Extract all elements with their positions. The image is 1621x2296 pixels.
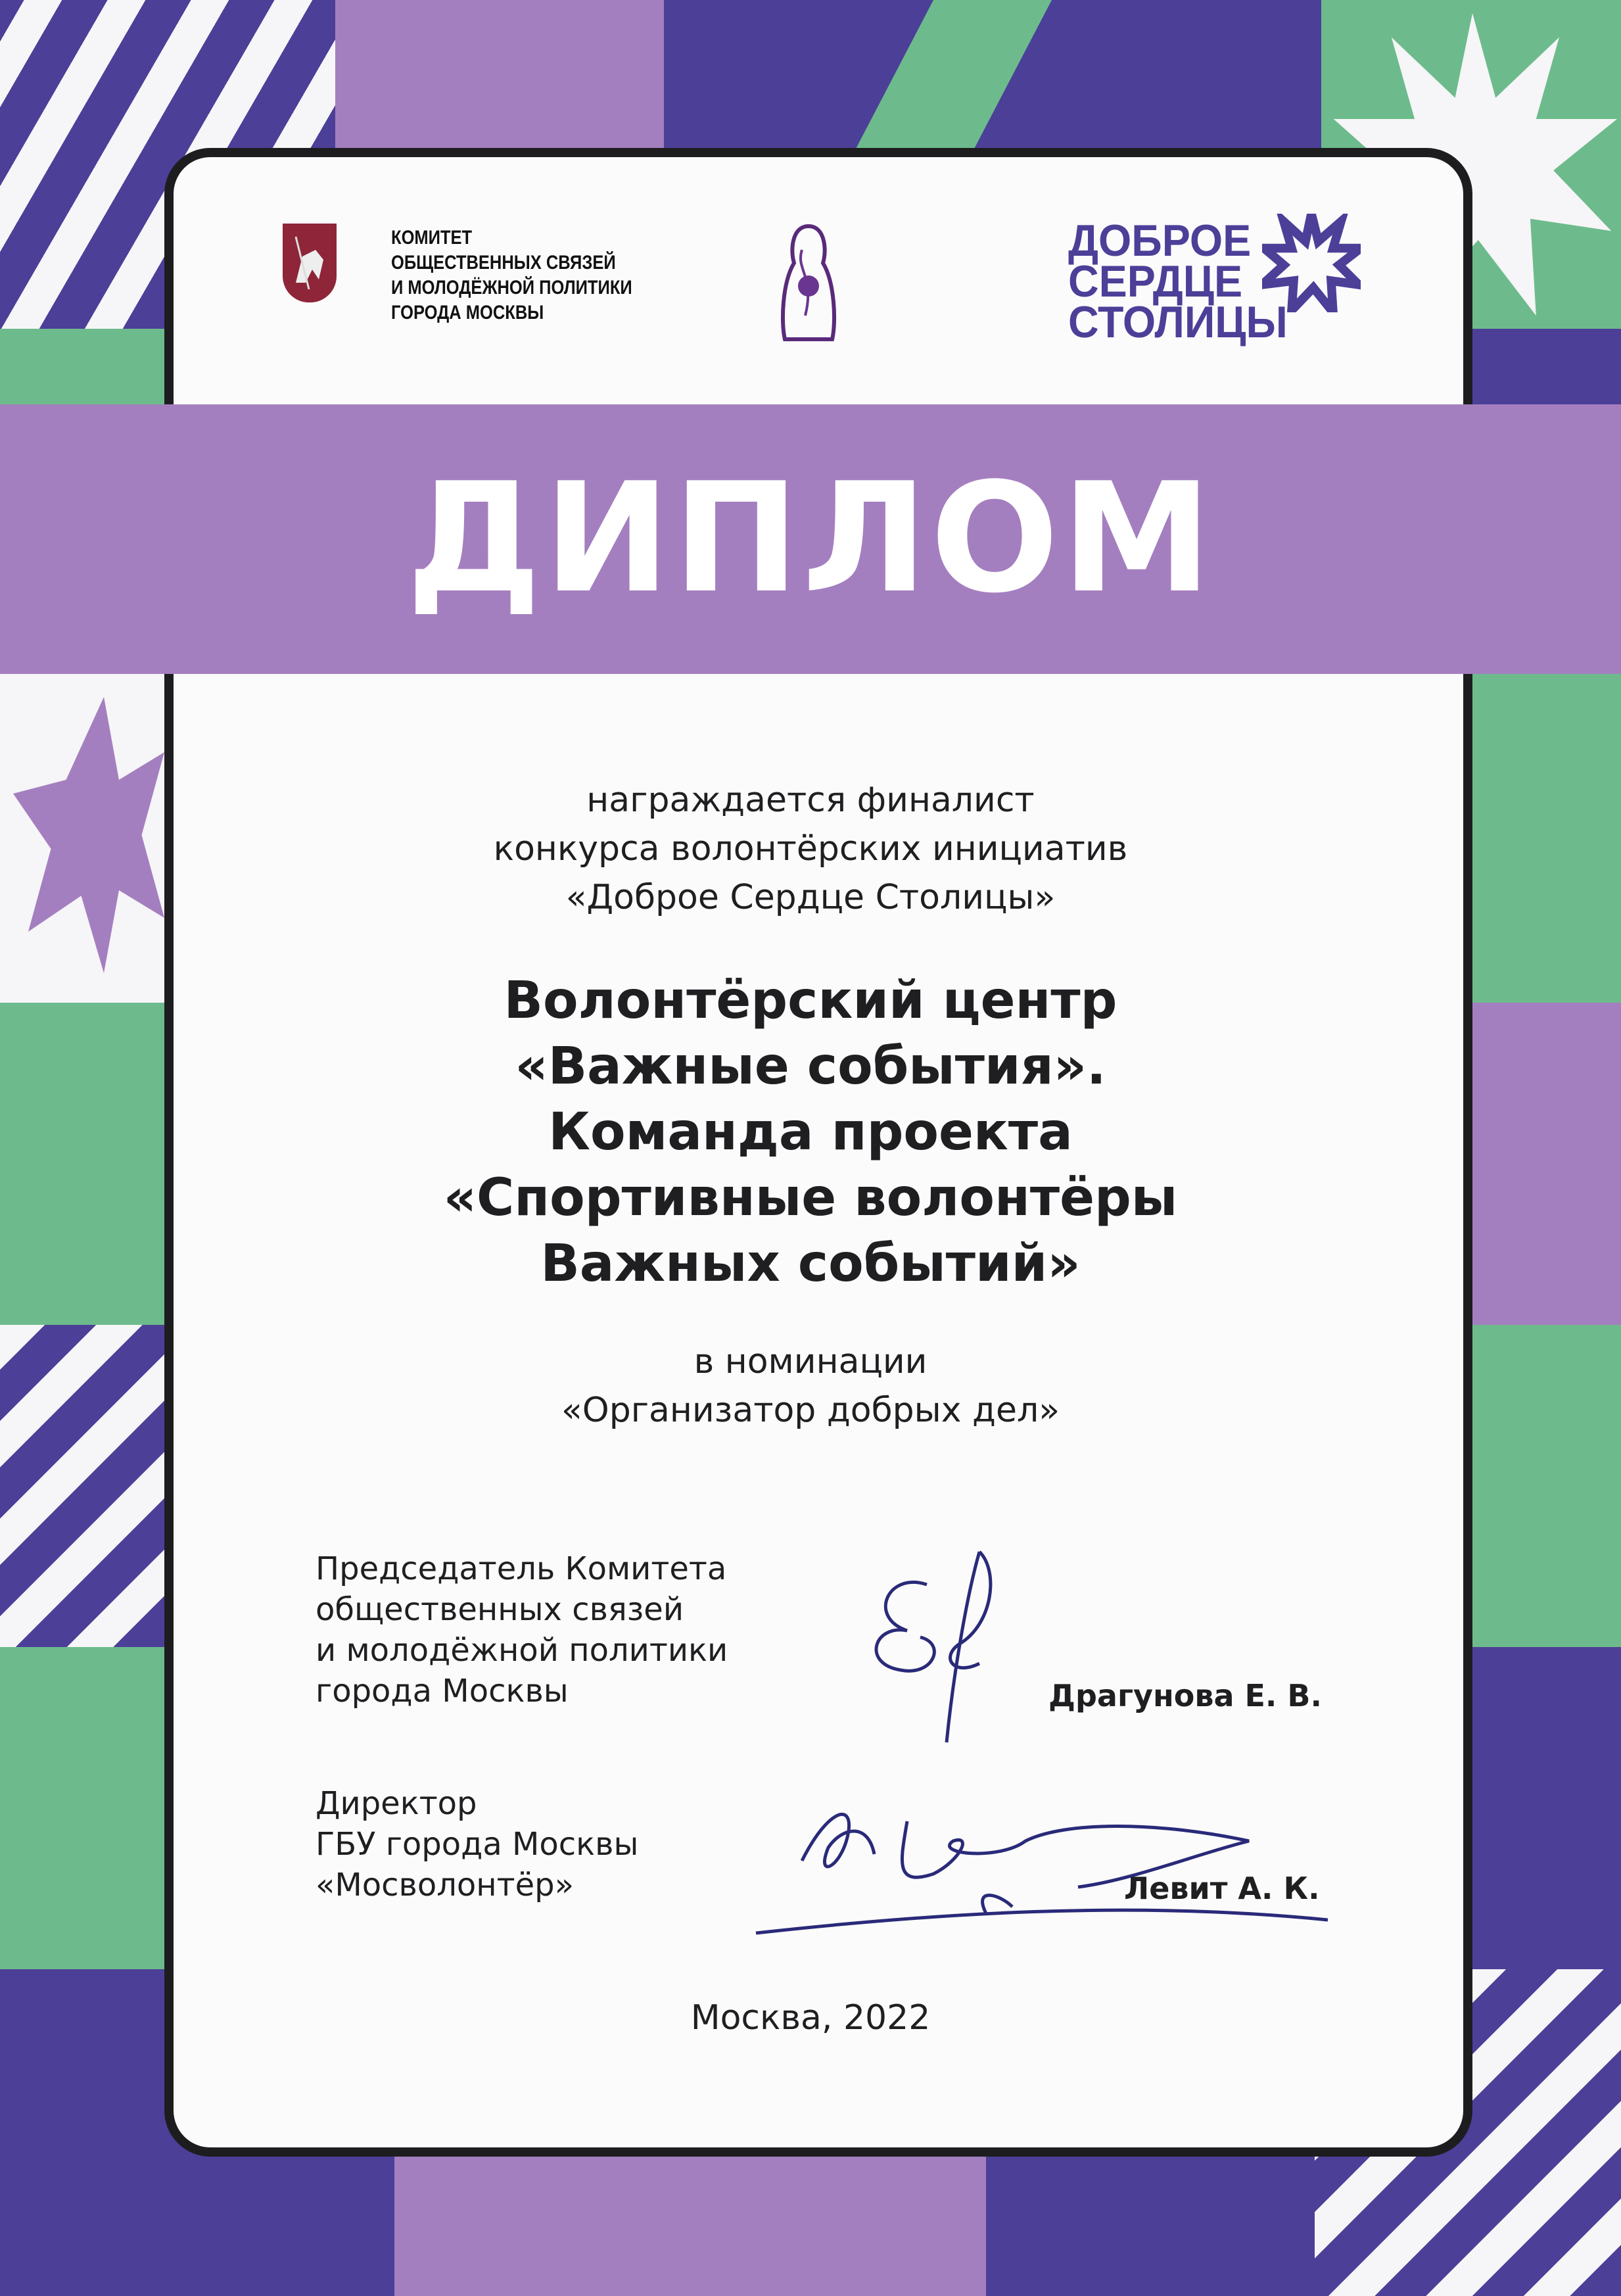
bg-block [394, 2157, 986, 2296]
brand-logo-text [1068, 216, 1288, 347]
logo-line: СЕРДЦЕ [1068, 256, 1243, 306]
intro-line: конкурса волонтёрских инициатив [493, 829, 1128, 869]
awardee-line: «Важные события». [515, 1037, 1106, 1096]
awardee-line: Важных событий» [540, 1234, 1081, 1293]
position-line: Директор [316, 1785, 477, 1822]
intro-line: «Доброе Сердце Столицы» [565, 878, 1056, 917]
bg-block [0, 329, 164, 404]
nomination-line: в номинации [693, 1342, 928, 1381]
awardee-line: «Спортивные волонтёры [443, 1168, 1178, 1228]
bg-block [0, 1647, 164, 1969]
nomination-line: «Организатор добрых дел» [561, 1391, 1060, 1430]
awardee-line: Команда проекта [548, 1103, 1073, 1162]
signature-1 [848, 1545, 1025, 1758]
nomination-text [0, 1337, 1621, 1435]
logo-line: ГОРОДА МОСКВЫ [391, 302, 544, 323]
intro-line: награждается финалист [586, 780, 1035, 820]
signatory-2-name: Левит А. К. [1124, 1871, 1320, 1906]
moscow-coat-of-arms-icon [283, 224, 337, 302]
logo-line: И МОЛОДЁЖНОЙ ПОЛИТИКИ [391, 277, 632, 299]
signature-2 [736, 1782, 1341, 1955]
position-line: и молодёжной политики [316, 1632, 728, 1669]
matryoshka-logo-icon [776, 224, 841, 345]
bg-block [1472, 329, 1621, 404]
position-line: Председатель Комитета [316, 1550, 727, 1587]
position-line: «Мосволонтёр» [316, 1867, 574, 1903]
logo-line: ДОБРОЕ [1068, 216, 1252, 266]
position-line: города Москвы [316, 1673, 569, 1710]
brand-star-icon [1262, 214, 1361, 315]
signatory-1-position [316, 1548, 728, 1711]
diploma-title: ДИПЛОМ [406, 451, 1215, 627]
bg-block [1472, 1647, 1621, 1969]
footer-place-year: Москва, 2022 [690, 1998, 931, 2038]
position-line: ГБУ города Москвы [316, 1826, 639, 1863]
awardee-line: Волонтёрский центр [504, 971, 1117, 1030]
logo-line: СТОЛИЦЫ [1068, 297, 1288, 347]
bg-block [335, 0, 664, 151]
intro-text [0, 776, 1621, 922]
committee-logo-text [391, 226, 632, 325]
position-line: общественных связей [316, 1591, 684, 1628]
awardee-name [0, 968, 1621, 1297]
logo-line: КОМИТЕТ [391, 227, 473, 249]
logo-line: ОБЩЕСТВЕННЫХ СВЯЗЕЙ [391, 252, 616, 274]
signatory-1-name: Драгунова Е. В. [1048, 1678, 1322, 1713]
signatory-2-position [316, 1783, 638, 1905]
